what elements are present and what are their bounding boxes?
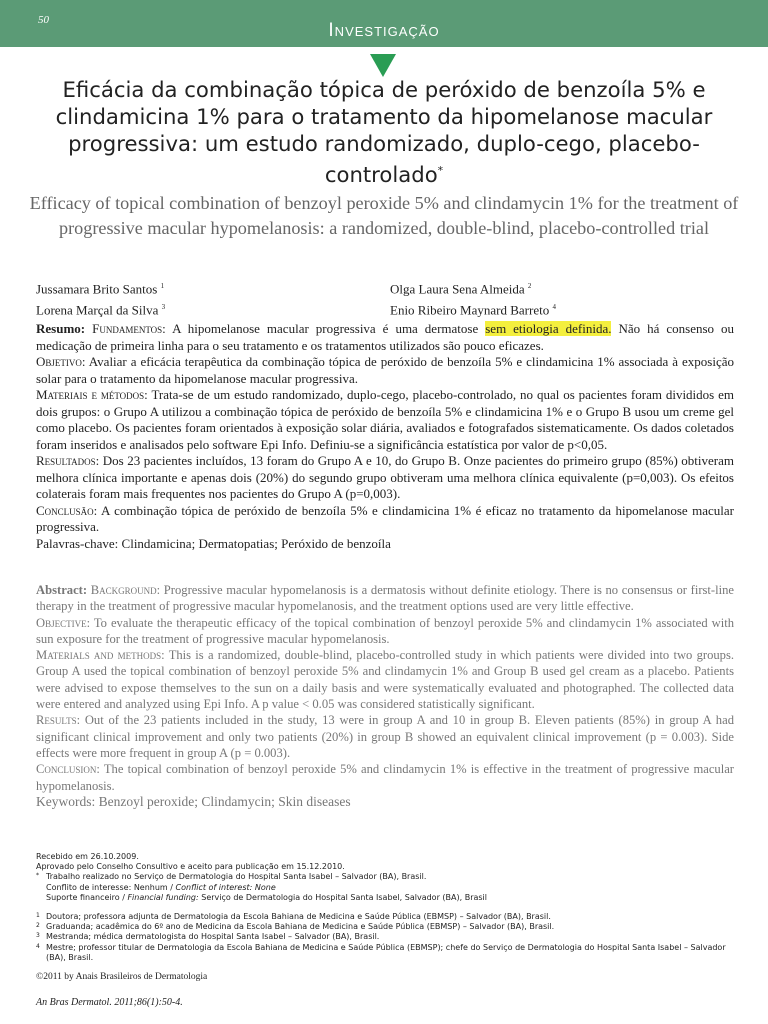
author-name: Olga Laura Sena Almeida: [390, 281, 525, 297]
author: [390, 298, 556, 319]
author-mark: 3: [161, 303, 166, 312]
title-footnote-mark: *: [437, 164, 444, 177]
article-title-text: Eficácia da combinação tópica de peróxido de benzoíla 5% e clindamicina 1% para o tratamento da hipomelanose macular progressiva: um estudo randomizado, duplo-cego, placebo-controlado: [55, 77, 713, 188]
work-note-text: Trabalho realizado no Serviço de Dermatologia do Hospital Santa Isabel – Salvador (BA), Brasil.: [46, 872, 427, 882]
fundamentos-text: A hipomelanose macular progressiva é uma dermatose: [172, 321, 479, 336]
conclusao-label: Conclusão:: [36, 502, 98, 518]
results-text: Out of the 23 patients included in the study, 13 were in group A and 10 in group B. Eleven patients (85%) in group A had significant clinical improvement and only two patients (20%) in group B showed an equivalent clinical improvement (p = 0.003). Side effects were more frequent in group A (p = 0.003).: [36, 713, 734, 760]
conclusao-text: A combinação tópica de peróxido de benzoíla 5% e clindamicina 1% é eficaz no tratamento da hipomelanose macular progressiva.: [36, 502, 734, 534]
abstract-results: [36, 712, 734, 761]
author-mark: 1: [160, 282, 165, 290]
results-label: Results:: [36, 713, 81, 728]
section-arrow-icon: [370, 54, 396, 77]
footnote-mark: 1: [36, 912, 40, 920]
abstract-conclusion: [36, 761, 734, 794]
conflict-en: Conflict of interest: None: [175, 882, 276, 892]
footnotes: [36, 852, 736, 963]
author: [36, 298, 165, 319]
author-name: Lorena Marçal da Silva: [36, 302, 159, 318]
objetivo-text: Avaliar a eficácia terapêutica da combinação tópica de peróxido de benzoíla 5% e clindamicina 1% associada à exposição solar para o tratamento da hipomelanose macular progressiva.: [36, 354, 734, 386]
abstract-objective: [36, 615, 734, 648]
affiliation: [36, 943, 736, 963]
author-mark: 4: [552, 303, 556, 312]
objective-label: Objective:: [36, 615, 91, 630]
resumo-keywords: Palavras-chave: Clindamicina; Dermatopatias; Peróxido de benzoíla: [36, 535, 391, 551]
objetivo-label: Objetivo:: [36, 354, 86, 369]
funding-note: [36, 893, 736, 903]
funding-text: Serviço de Dermatologia do Hospital Santa Isabel, Salvador (BA), Brasil: [201, 892, 487, 902]
author: [390, 277, 556, 298]
affiliation: [36, 912, 736, 922]
journal-citation: An Bras Dermatol. 2011;86(1):50-4.: [36, 997, 183, 1008]
fundamentos-label: Fundamentos:: [92, 321, 166, 336]
resultados-text: Dos 23 pacientes incluídos, 13 foram do Grupo A e 10, do Grupo B. Onze pacientes do primeiro grupo (85%) obtiveram melhora clínica importante e apenas dois (20%) do segundo grupo obtiveram uma melhora clínica equivalente (p=0,003). Os efeitos colaterais foram mais frequentes nos pacientes do Grupo A (p=0,003).: [36, 453, 735, 501]
conclusion-text: The topical combination of benzoyl peroxide 5% and clindamycin 1% is effective in the treatment of progressive macular hypomelanosis.: [36, 762, 735, 793]
fundamentos-text-cont: Não há consenso ou medicação de primeira linha para o seu tratamento e os tratamentos utilizados são pouco eficazes.: [36, 321, 735, 353]
resumo-fundamentos: [36, 321, 734, 354]
abstract-section: [36, 582, 734, 810]
section-title: Investigação: [328, 20, 440, 41]
abstract-methods: [36, 647, 734, 712]
objective-text: To evaluate the therapeutic efficacy of the topical combination of benzoyl peroxide 5% and clindamycin 1% associated with sun exposure for the treatment of progressive macular hypomelanosis.: [36, 615, 734, 646]
resultados-label: Resultados:: [36, 453, 100, 468]
author-name: Enio Ribeiro Maynard Barreto: [390, 302, 550, 318]
work-note: [36, 872, 736, 882]
metodos-label: Materiais e métodos:: [36, 387, 148, 402]
conclusion-label: Conclusion:: [36, 762, 100, 777]
author-list-right: [390, 277, 556, 320]
article-title-english: Efficacy of topical combination of benzoyl peroxide 5% and clindamycin 1% for the treatment of progressive macular hypomelanosis: a randomized, double-blind, placebo-controlled trial: [29, 193, 739, 238]
conflict-pt: Conflito de interesse: Nenhum /: [46, 882, 173, 892]
abstract-background: [36, 582, 734, 615]
abstract-keywords: Keywords: Benzoyl peroxide; Clindamycin; Skin diseases: [36, 793, 351, 809]
footnote-mark: 4: [36, 942, 40, 950]
metodos-text: Trata-se de um estudo randomizado, duplo-cego, placebo-controlado, no qual os pacientes foram divididos em dois grupos: o Grupo A utilizou a combinação tópica de peróxido de benzoíla 5% e clindamicina 1% e o Grupo B usou um creme gel como placebo. Os pacientes foram orientados à exposição solar diária, avaliados e fotografados sistematicamente. Os dados coletados foram inseridos e analisados pelo software Epi Info. Definiu-se a significância estatística por valor de p<0,05.: [36, 387, 734, 452]
resumo-section: [36, 321, 734, 552]
methods-text: This is a randomized, double-blind, placebo-controlled study in which patients were divided into two groups. Group A used the topical combination of benzoyl peroxide 5% and clindamycin 1% and Group B used gel cream as a placebo. Patients were advised to expose themselves to the sun on a daily basis and were systematically evaluated and photographed. The collected data were entered and analyzed using Epi Info. A p value < 0.05 was considered statistically significant.: [36, 648, 735, 712]
footnote-mark: *: [36, 872, 39, 880]
page-number: 50: [38, 14, 49, 26]
resumo-metodos: [36, 387, 734, 453]
affiliation-text: Graduanda; acadêmica do 6º ano de Medicina da Escola Bahiana de Medicina e Saúde Pública (EBMSP) – Salvador (BA), Brasil.: [46, 922, 555, 932]
approved-date: Aprovado pelo Conselho Consultivo e aceito para publicação em 15.12.2010.: [36, 862, 345, 872]
resumo-conclusao: [36, 503, 734, 536]
affiliation-text: Mestranda; médica dermatologista do Hospital Santa Isabel – Salvador (BA), Brasil.: [46, 932, 380, 942]
footnote-mark: 2: [36, 922, 40, 930]
author-list-left: [36, 277, 165, 320]
resumo-objetivo: [36, 354, 734, 387]
received-date: Recebido em 26.10.2009.: [36, 852, 139, 861]
conflict-note: [36, 883, 736, 893]
funding-en: Financial funding:: [127, 892, 199, 902]
abstract-label: Abstract:: [36, 583, 88, 597]
highlighted-text[interactable]: sem etiologia definida.: [485, 321, 612, 336]
article-title: [20, 76, 748, 188]
methods-label: Materials and methods:: [36, 648, 165, 663]
affiliation-text: Doutora; professora adjunta de Dermatologia da Escola Bahiana de Medicina e Saúde Pública (EBMSP) – Salvador (BA), Brasil.: [46, 912, 551, 922]
funding-pt: Suporte financeiro /: [46, 892, 125, 902]
affiliation: [36, 922, 736, 932]
background-text: Progressive macular hypomelanosis is a dermatosis without definite etiology. There is no consensus or first-line therapy in the treatment of progressive macular hypomelanosis, and the treatment options used are very little effective.: [36, 583, 734, 614]
resumo-resultados: [36, 453, 734, 503]
author: [36, 277, 165, 298]
footnote-mark: 3: [36, 932, 40, 940]
background-label: Background:: [90, 583, 161, 597]
author-mark: 2: [527, 282, 532, 290]
resumo-label: Resumo:: [36, 321, 86, 336]
affiliation: [36, 932, 736, 942]
affiliation-text: Mestre; professor titular de Dermatologia da Escola Bahiana de Medicina e Saúde Pública (EBMSP); chefe do Serviço de Dermatologia do Hospital Santa Isabel – Salvador (BA), Brasil.: [46, 942, 726, 962]
copyright: ©2011 by Anais Brasileiros de Dermatologia: [36, 972, 208, 982]
author-name: Jussamara Brito Santos: [36, 281, 158, 297]
